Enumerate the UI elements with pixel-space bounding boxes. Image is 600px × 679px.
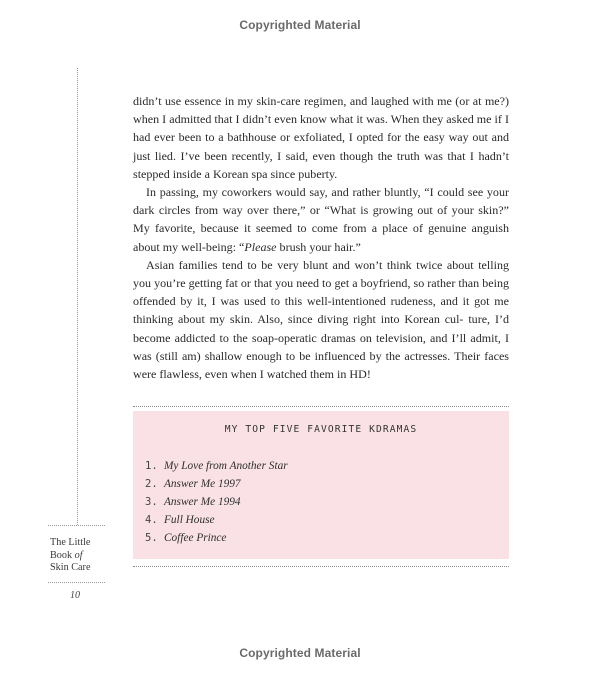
text-line: me?) when I admitted that I didn’t even know what it was. When they [133, 94, 510, 127]
margin-rule-upper [48, 525, 105, 526]
text-line: your dark circles from way over there,” or “What is growing out of your [133, 185, 509, 218]
text-line: being offended by it, I was used to this well-intentioned rudeness, and it [133, 276, 509, 309]
text-line: I’ll admit, I was (still am) shallow enough to be influenced by the actresses. [133, 330, 509, 363]
list-item [145, 475, 288, 493]
list-number: 4. [145, 514, 158, 526]
kdrama-sidebar-box [133, 411, 509, 559]
text-line: easy way out and just lied. I’ve been recently, I said, even though the truth [133, 130, 509, 163]
text-line: was that I hadn’t stepped inside a Korean spa since puberty. [133, 148, 509, 181]
book-title-line-2b: of [74, 549, 83, 561]
copyright-header: Copyrighted Material [239, 18, 361, 32]
text-line: got me thinking about my skin. Also, since diving right into Korean cul- [133, 294, 509, 327]
running-book-title [50, 537, 110, 575]
paragraph-1 [133, 92, 509, 183]
list-item [145, 511, 288, 529]
box-divider-top [133, 406, 509, 407]
margin-vertical-rule [77, 68, 78, 525]
text-line: brush your hair.” [276, 239, 361, 254]
book-title-line-2a: Book [50, 549, 73, 561]
text-line: anguish about my well-being: “ [133, 221, 510, 254]
kdrama-title: Coffee Prince [164, 532, 227, 544]
kdrama-title: Full House [164, 514, 215, 526]
kdrama-list [145, 457, 288, 547]
text-line: asked me if I had ever been to a bathhouse or exfoliated, I opted for the [133, 112, 509, 145]
text-line: Their faces were flawless, even when I watched them in HD! [133, 348, 509, 382]
book-title-line-3: Skin Care [50, 562, 91, 573]
list-number: 2. [145, 478, 158, 490]
list-item [145, 493, 288, 511]
list-number: 3. [145, 496, 158, 508]
kdrama-title: My Love from Another Star [164, 460, 288, 472]
text-line: skin?” My favorite, because it seemed to come from a place of genuine [133, 203, 509, 236]
book-title-line-1: The Little [50, 537, 91, 548]
text-line: didn’t use essence in my skin-care regimen, and laughed with me (or at [133, 94, 482, 108]
page-number: 10 [70, 590, 80, 601]
copyright-footer: Copyrighted Material [239, 646, 361, 660]
list-item [145, 457, 288, 475]
text-line: Asian families tend to be very blunt and won’t think twice about telling [146, 257, 509, 272]
kdrama-title: Answer Me 1997 [164, 478, 241, 490]
text-line: ture, I’d become addicted to the soap-operatic dramas on television, and [133, 312, 509, 345]
body-text [133, 92, 509, 383]
margin-rule-lower [48, 582, 105, 583]
box-divider-bottom [133, 566, 509, 567]
paragraph-3 [133, 256, 509, 383]
list-number: 5. [145, 532, 158, 544]
kdrama-box-title: MY TOP FIVE FAVORITE KDRAMAS [224, 424, 418, 435]
emphasis-please: Please [244, 239, 277, 254]
list-number: 1. [145, 460, 158, 472]
paragraph-2 [133, 183, 509, 256]
kdrama-title: Answer Me 1994 [164, 496, 241, 508]
list-item [145, 529, 288, 547]
text-line: In passing, my coworkers would say, and rather bluntly, “I could see [146, 185, 484, 200]
text-line: you you’re getting fat or that you need to get a boyfriend, so rather than [133, 276, 480, 291]
